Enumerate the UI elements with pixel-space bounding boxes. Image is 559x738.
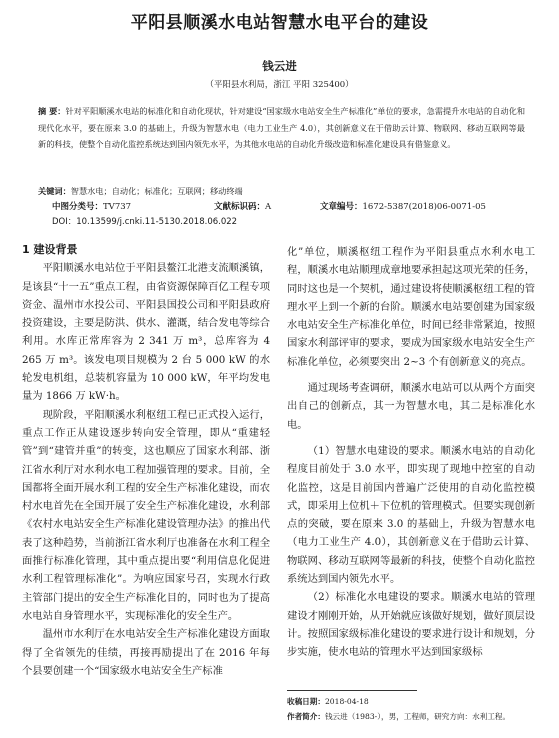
keywords-text: 智慧水电；自动化；标准化；互联网；移动终端: [70, 186, 243, 196]
body-paragraph: 平阳顺溪水电站位于平阳县鳌江北港支流顺溪镇，是该县“十一五”重点工程，由省资源保障百亿工程专项资金、温州市水投公司、平阳县国投公司和平阳县政府投资建设，主要是防洪、供水、灌溉，结合发电等综合利用。水库正常库容为 2 341 万 m³，总库容为 4 265 万 m³。该发电项目规模为 2 台 5 000 kW 的水轮发电机组，总装机容量为 10 000 kW，年平均发电量为 1866 万 kW·h。: [22, 262, 270, 403]
right-column: [287, 243, 535, 662]
body-paragraph: 化”单位，顺溪枢纽工程作为平阳县重点水利水电工程，顺溪水电站顺理成章地要承担起这项光荣的任务，同时这也是一个契机，通过建设将使顺溪枢纽工程的管理水平上到一个新的台阶。顺溪水电站要创建为国家级水电站安全生产标准化单位，时间已经非常紧迫，按照国家水利部评审的要求，要成为国家级水电站安全生产标准化单位，必须要突出 2~3 个有创新意义的亮点。: [287, 246, 535, 368]
clc-code: 中图分类号：TV737: [52, 202, 132, 212]
keywords: [38, 184, 525, 198]
received-date: 收稿日期：2018-04-18: [287, 697, 369, 706]
footnote-divider: [287, 690, 417, 691]
abstract-label: 摘 要：: [38, 106, 66, 116]
author-name: 钱云进: [262, 59, 297, 73]
doi: DOI：10.13599/j.cnki.11-5130.2018.06.022: [52, 217, 238, 227]
author-affiliation: （平阳县水利局，浙江 平阳 325400）: [205, 80, 354, 90]
body-paragraph: （1）智慧水电建设的要求。顺溪水电站的自动化程度目前处于 3.0 水平，即实现了现地中控室的自动化监控，这是目前国内普遍广泛使用的自动化监控模式，即采用上位机＋下位机的管理模式。但要实现创新点的突破，要在原来 3.0 的基础上，升级为智慧水电（电力工业生产 4.0），其创新意义在于借助云计算、物联网、移动互联网等最新的科技，使整个自动化监控系统达到国内领先水平。: [287, 444, 535, 586]
document-code: 文献标识码：A: [214, 202, 272, 212]
body-paragraph: （2）标准化水电建设的要求。顺溪水电站的管理建设才刚刚开始，从开始就应该做好规划，做好顶层设计。按照国家级标准化建设的要求进行设计和规划，分步实施，使水电站的管理水平达到国家级标: [287, 591, 535, 659]
abstract-text: 针对平阳顺溪水电站的标准化和自动化现状，针对建设“国家级水电站安全生产标准化”单位的要求，急需提升水电站的自动化和现代化水平，要在原来 3.0 的基础上，升级为智慧水电（电力工业生产 4.0），其创新意义在于借助云计算、物联网、移动互联网等最新的科技，使整个自动化监控系统达到国内领先水平，为其他水电站的自动化升级改造和标准化建设具有借鉴意义。: [38, 106, 526, 149]
article-number: 文章编号：1672-5387(2018)06-0071-05: [320, 202, 486, 212]
body-paragraph: 通过现场考查调研，顺溪水电站可以从两个方面突出自己的创新点，其一为智慧水电，其二是标准化水电。: [287, 382, 535, 431]
body-paragraph: 温州市水利厅在水电站安全生产标准化建设方面取得了全省领先的佳绩，再接再励提出了在 2016 年每个县要创建一个“国家级水电站安全生产标准: [22, 628, 270, 677]
keywords-label: 关键词：: [38, 186, 71, 196]
author-bio: 作者简介：钱云进（1983-），男，工程师，研究方向：水利工程。: [287, 712, 511, 721]
body-paragraph: 现阶段，平阳顺溪水利枢纽工程已正式投入运行，重点工作正从建设逐步转向安全管理，即从“重建轻管”到“建管并重”的转变，这也顺应了国家水利部、浙江省水利厅对水利水电工程加强管理的要求。目前，全国都将全面开展水利工程的安全生产标准化建设，而农村水电首先在全国开展了安全生产标准化建设，水利部《农村水电站安全生产标准化建设管理办法》的推出代表了这种趋势，当前浙江省水利厅也准备在水利工程全面推行标准化管理，其中重点提出要“利用信息化促进水利工程管理标准化”。为响应国家号召，实现水行政主管部门提出的安全生产标准化目的，同时也为了提高水电站自身管理水平，实现标准化的安全生产。: [22, 408, 270, 622]
section-heading: 1 建设背景: [22, 243, 78, 256]
paper-title: 平阳县顺溪水电站智慧水电平台的建设: [130, 13, 429, 33]
left-column: [22, 241, 270, 680]
abstract: [38, 103, 525, 153]
